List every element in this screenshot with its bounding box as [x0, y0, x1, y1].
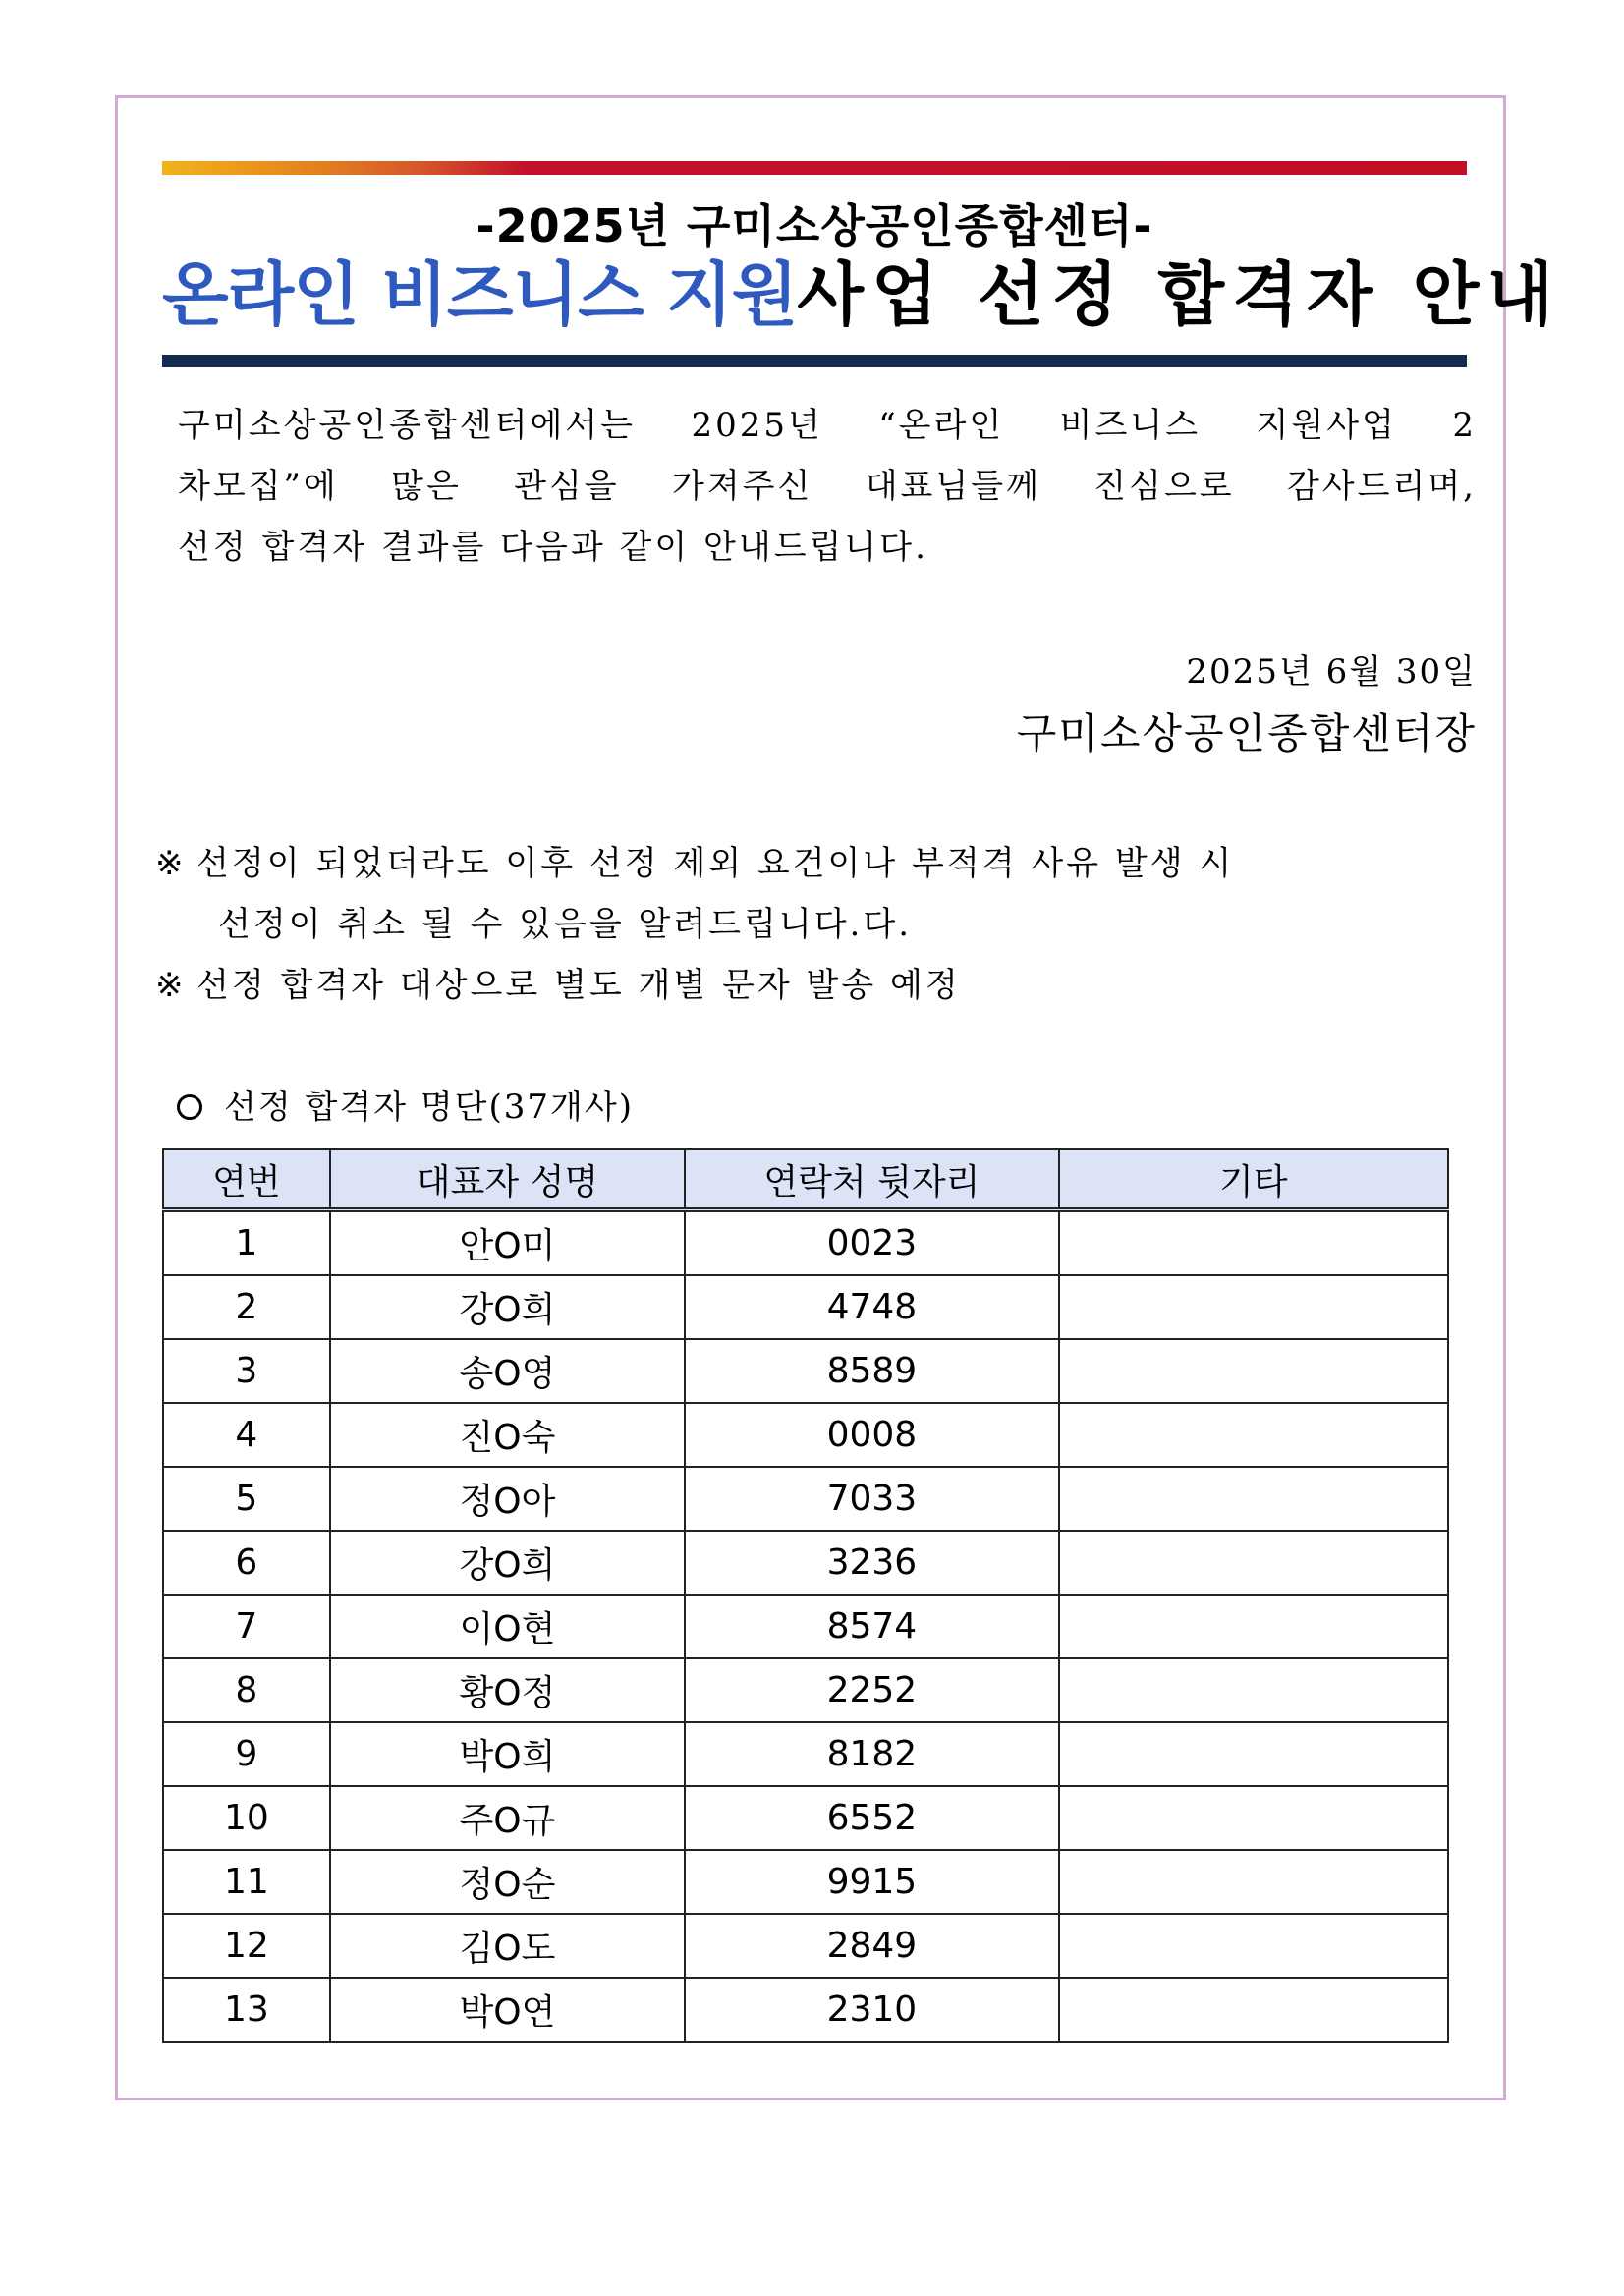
note-item [155, 955, 1462, 1016]
table-row [163, 1531, 1448, 1595]
cell-name: 이O현 [330, 1595, 685, 1658]
cell-phone: 8589 [685, 1339, 1058, 1403]
cell-number: 4 [163, 1403, 330, 1467]
cell-name: 주O규 [330, 1786, 685, 1850]
cell-phone: 0008 [685, 1403, 1058, 1467]
table-row [163, 1403, 1448, 1467]
reference-mark-icon: ※ [155, 966, 187, 1005]
cell-phone: 2310 [685, 1978, 1058, 2042]
column-header-name: 대표자 성명 [330, 1149, 685, 1210]
cell-number: 13 [163, 1978, 330, 2042]
cell-name: 김O도 [330, 1914, 685, 1978]
cell-number: 12 [163, 1914, 330, 1978]
cell-note [1059, 1339, 1448, 1403]
top-gradient-bar [162, 161, 1467, 175]
cell-phone: 8182 [685, 1722, 1058, 1786]
table-row [163, 1722, 1448, 1786]
note-item [155, 833, 1462, 894]
cell-note [1059, 1275, 1448, 1339]
cell-name: 정O순 [330, 1850, 685, 1914]
table-row [163, 1275, 1448, 1339]
cell-note [1059, 1914, 1448, 1978]
cell-note [1059, 1978, 1448, 2042]
list-title-text: 선정 합격자 명단(37개사) [224, 1088, 635, 1127]
cell-number: 8 [163, 1658, 330, 1722]
intro-paragraph [178, 395, 1477, 578]
intro-line: 차모집”에 많은 관심을 가져주신 대표님들께 진심으로 감사드리며, [178, 467, 1477, 506]
table-row [163, 1786, 1448, 1850]
cell-name: 안O미 [330, 1210, 685, 1276]
cell-number: 9 [163, 1722, 330, 1786]
table-row [163, 1467, 1448, 1531]
cell-number: 10 [163, 1786, 330, 1850]
cell-number: 6 [163, 1531, 330, 1595]
cell-name: 강O희 [330, 1531, 685, 1595]
note-text-continued: 선정이 취소 될 수 있음을 알려드립니다.다. [218, 905, 912, 944]
cell-phone: 9915 [685, 1850, 1058, 1914]
title-highlight: 온라인 비즈니스 지원 [162, 254, 798, 335]
cell-note [1059, 1722, 1448, 1786]
signature: 구미소상공인종합센터장 [1016, 709, 1477, 757]
cell-name: 황O정 [330, 1658, 685, 1722]
document-title [162, 253, 1562, 336]
note-text: 선정 합격자 대상으로 별도 개별 문자 발송 예정 [196, 966, 961, 1005]
cell-note [1059, 1786, 1448, 1850]
table-row [163, 1914, 1448, 1978]
cell-number: 11 [163, 1850, 330, 1914]
cell-name: 강O희 [330, 1275, 685, 1339]
cell-number: 3 [163, 1339, 330, 1403]
cell-number: 1 [163, 1210, 330, 1276]
table-row [163, 1595, 1448, 1658]
issue-date: 2025년 6월 30일 [1186, 652, 1477, 692]
table-header-row [163, 1149, 1448, 1210]
column-header-number: 연번 [163, 1149, 330, 1210]
cell-name: 정O아 [330, 1467, 685, 1531]
list-title [177, 1081, 634, 1134]
selected-applicants-table [162, 1148, 1449, 2043]
table-row [163, 1978, 1448, 2042]
column-header-phone: 연락처 뒷자리 [685, 1149, 1058, 1210]
cell-note [1059, 1467, 1448, 1531]
cell-number: 2 [163, 1275, 330, 1339]
cell-note [1059, 1658, 1448, 1722]
table-row [163, 1850, 1448, 1914]
cell-phone: 4748 [685, 1275, 1058, 1339]
cell-phone: 8574 [685, 1595, 1058, 1658]
cell-name: 송O영 [330, 1339, 685, 1403]
cell-phone: 2849 [685, 1914, 1058, 1978]
note-text: 선정이 되었더라도 이후 선정 제외 요건이나 부적격 사유 발생 시 [196, 844, 1235, 883]
cell-name: 박O연 [330, 1978, 685, 2042]
intro-line: 구미소상공인종합센터에서는 2025년 “온라인 비즈니스 지원사업 2 [178, 406, 1477, 445]
cell-name: 진O숙 [330, 1403, 685, 1467]
cell-note [1059, 1210, 1448, 1276]
notes [155, 833, 1462, 1016]
intro-line: 선정 합격자 결과를 다음과 같이 안내드립니다. [178, 528, 928, 567]
table-row [163, 1658, 1448, 1722]
cell-phone: 2252 [685, 1658, 1058, 1722]
table-row [163, 1339, 1448, 1403]
cell-note [1059, 1531, 1448, 1595]
bottom-navy-bar [162, 355, 1467, 367]
cell-note [1059, 1595, 1448, 1658]
cell-phone: 7033 [685, 1467, 1058, 1531]
cell-note [1059, 1850, 1448, 1914]
cell-note [1059, 1403, 1448, 1467]
circle-bullet-icon [177, 1094, 202, 1120]
cell-number: 7 [163, 1595, 330, 1658]
cell-name: 박O희 [330, 1722, 685, 1786]
cell-phone: 6552 [685, 1786, 1058, 1850]
column-header-note: 기타 [1059, 1149, 1448, 1210]
table-row [163, 1210, 1448, 1276]
document-subtitle: -2025년 구미소상공인종합센터- [476, 199, 1153, 252]
cell-phone: 0023 [685, 1210, 1058, 1276]
cell-number: 5 [163, 1467, 330, 1531]
reference-mark-icon: ※ [155, 844, 187, 883]
cell-phone: 3236 [685, 1531, 1058, 1595]
title-rest: 사업 선정 합격자 안내 [797, 254, 1562, 335]
